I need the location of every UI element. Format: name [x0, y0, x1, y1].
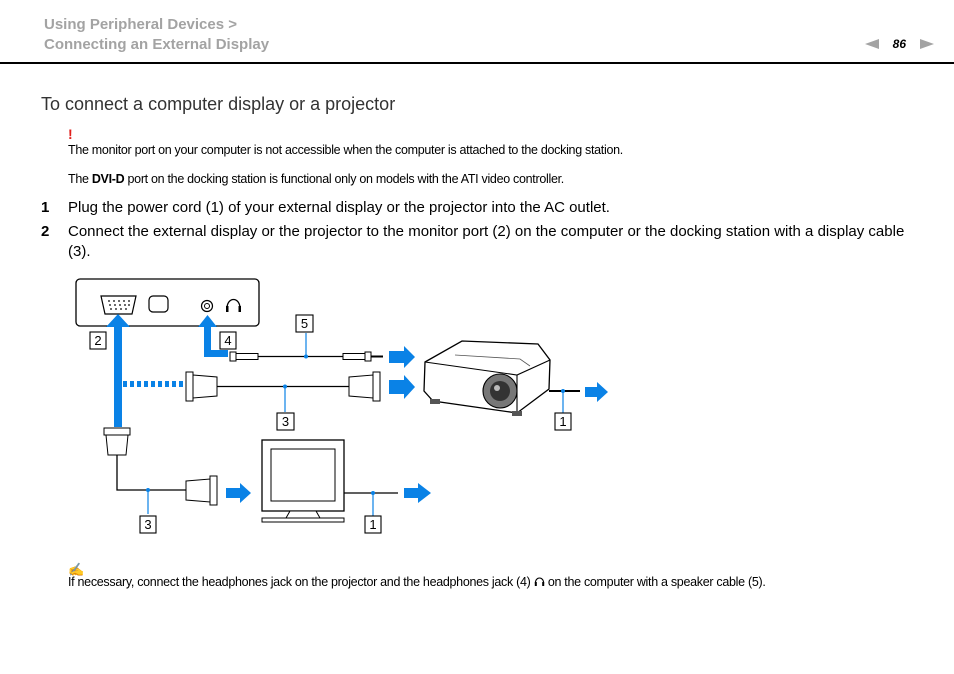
headphone-note	[68, 575, 766, 589]
pencil-note-icon: ✍	[68, 562, 85, 577]
breadcrumb-parent[interactable]: Using Peripheral Devices >	[44, 16, 238, 33]
step-2-text: Connect the external display or the projector to the monitor port (2) on the computer or the docking station with a display cable (3).	[68, 223, 905, 260]
headphones-icon	[227, 300, 240, 311]
callout-4: 4	[224, 333, 232, 348]
caution-text: The monitor port on your computer is not accessible when the computer is attached to the docking station.	[68, 143, 623, 157]
monitor-port-icon	[101, 296, 136, 314]
headphones-icon	[534, 575, 545, 587]
callout-1-monitor: 1	[369, 517, 377, 532]
arrow-to-projector-audio	[389, 346, 415, 368]
step-2-number: 2	[41, 223, 50, 240]
arrow-up-to-monitor-port	[106, 314, 130, 327]
arrow-monitor-power	[404, 483, 431, 503]
headphone-note-text-after: on the computer with a speaker cable (5).	[544, 575, 766, 589]
arrow-projector-power	[585, 382, 608, 402]
page-number: 86	[892, 37, 906, 51]
section-title: To connect a computer display or a projector	[41, 94, 396, 114]
port-icon	[149, 296, 168, 312]
arrow-to-projector-video	[389, 375, 415, 399]
arrow-headphone-shaft-h	[204, 350, 228, 357]
external-monitor	[262, 440, 398, 522]
dvi-d-note-prefix: The	[68, 172, 92, 186]
callout-5: 5	[300, 316, 309, 331]
speaker-cable	[230, 333, 383, 361]
connection-arrows	[106, 314, 608, 503]
callout-1-projector: 1	[559, 414, 567, 429]
headphone-jack-icon	[202, 301, 213, 312]
dvi-d-port-label: DVI-D	[91, 172, 125, 186]
breadcrumb-current[interactable]: Connecting an External Display	[44, 36, 270, 53]
headphone-note-text-before: If necessary, connect the headphones jack on the projector and the headphones jack (4)	[68, 575, 534, 589]
step-1-text: Plug the power cord (1) of your external display or the projector into the AC outlet.	[68, 199, 610, 216]
step-1-number: 1	[41, 199, 50, 216]
arrow-monitor-port-shaft	[114, 326, 122, 427]
arrow-to-monitor	[226, 483, 251, 503]
docking-station-dashed-arrow	[123, 381, 183, 387]
caution-icon: !	[68, 126, 73, 142]
projector	[424, 341, 580, 416]
computer-port-panel	[76, 279, 259, 326]
callout-3-monitor: 3	[144, 517, 152, 532]
callout-3-projector: 3	[281, 414, 290, 429]
display-cable-projector	[186, 372, 380, 412]
display-cable-monitor	[104, 428, 217, 514]
callout-2: 2	[94, 333, 102, 348]
arrow-up-to-headphone-jack	[198, 315, 217, 327]
dvi-d-note-suffix: port on the docking station is functional only on models with the ATI video controller.	[124, 172, 564, 186]
